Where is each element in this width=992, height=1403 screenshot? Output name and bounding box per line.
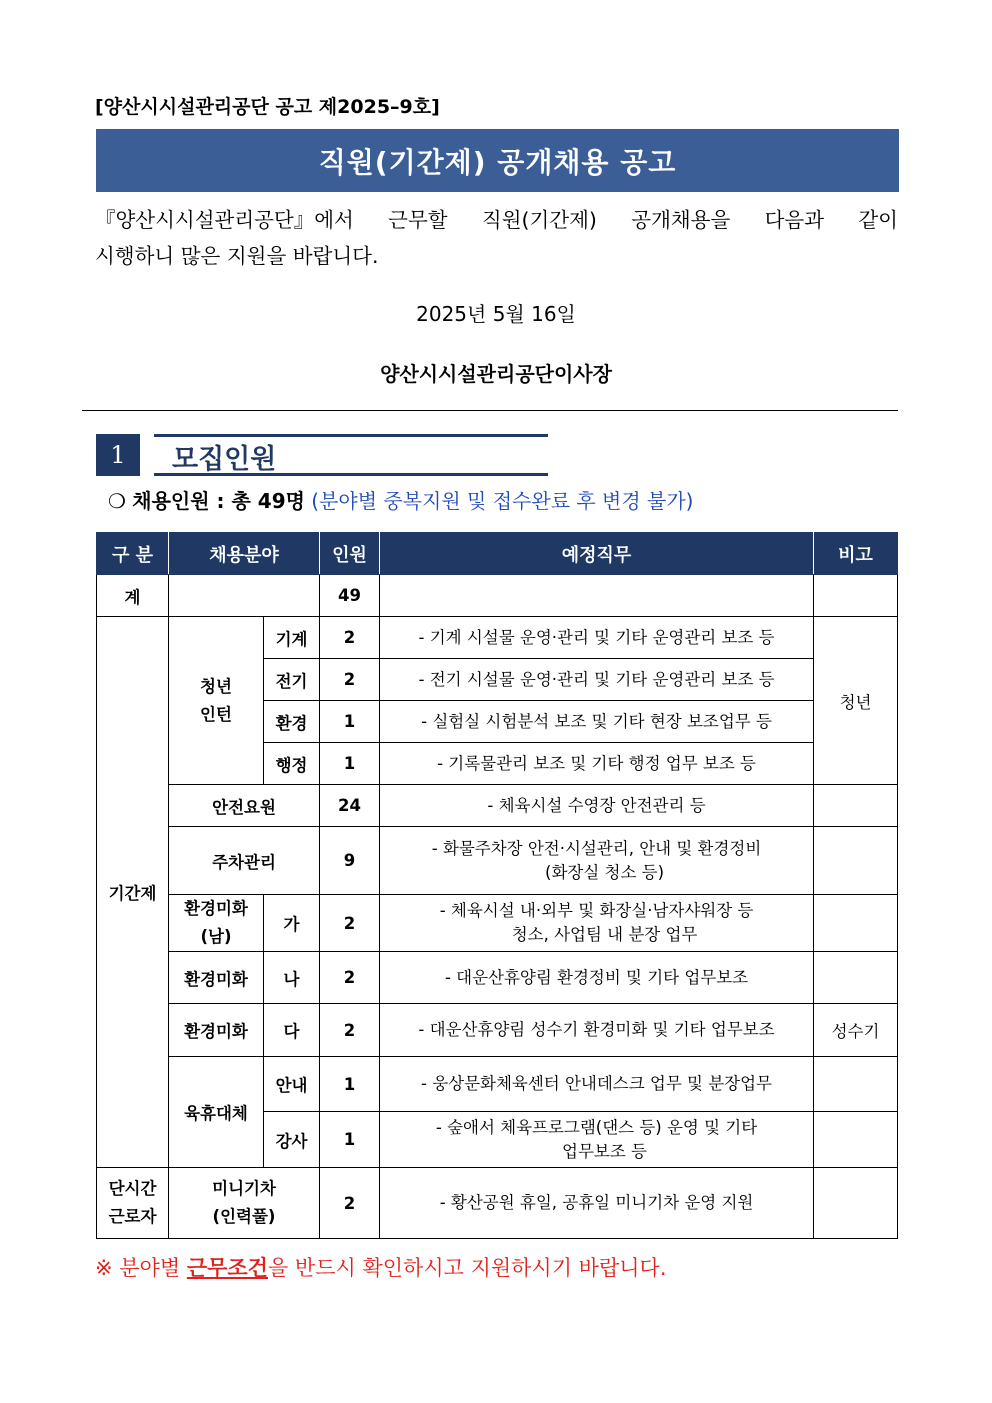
- count-cell: 2: [320, 952, 380, 1004]
- count-cell: 2: [320, 1004, 380, 1057]
- empty-cell: [169, 575, 320, 617]
- duty-cell: - 기계 시설물 운영·관리 및 기타 운영관리 보조 등: [380, 617, 814, 659]
- duty-cell: - 기록물관리 보조 및 기타 행정 업무 보조 등: [380, 743, 814, 785]
- table-row: [97, 827, 898, 895]
- duty-line: - 화물주차장 안전·시설관리, 안내 및 환경정비: [431, 838, 762, 858]
- duty-line: 청소, 사업팀 내 분장 업무: [511, 925, 698, 944]
- duty-cell: - 대운산휴양림 환경정비 및 기타 업무보조: [380, 952, 814, 1004]
- section-number: 1: [96, 434, 140, 476]
- empty-cell: [814, 1112, 898, 1168]
- table-row: [97, 785, 898, 827]
- duty-line: - 체육시설 내·외부 및 화장실·남자샤워장 등: [439, 901, 754, 920]
- field-name: 기계: [264, 617, 320, 659]
- category-short-time: 단시간 근로자: [97, 1168, 169, 1239]
- empty-cell: [814, 895, 898, 952]
- field-name: 미니기차 (인력풀): [169, 1168, 320, 1239]
- field-name: 안전요원: [169, 785, 320, 827]
- footnote-prefix: ※ 분야별: [95, 1256, 187, 1280]
- duty-cell: - 대운산휴양림 성수기 환경미화 및 기타 업무보조: [380, 1004, 814, 1057]
- count-cell: 2: [320, 659, 380, 701]
- sub-field: 나: [264, 952, 320, 1004]
- sub-field: 강사: [264, 1112, 320, 1168]
- count-cell: 1: [320, 743, 380, 785]
- duty-cell: - 황산공원 휴일, 공휴일 미니기차 운영 지원: [380, 1168, 814, 1239]
- empty-cell: [814, 1168, 898, 1239]
- title-banner: 직원(기간제) 공개채용 공고: [96, 129, 899, 192]
- table-row: [97, 617, 898, 659]
- header-category: 구 분: [97, 533, 169, 575]
- intro-word: 근무할: [388, 208, 448, 232]
- duty-cell: - 웅상문화체육센터 안내데스크 업무 및 분장업무: [380, 1057, 814, 1112]
- duty-line: (화장실 청소 등): [545, 862, 665, 882]
- duty-cell: - 실험실 시험분석 보조 및 기타 현장 보조업무 등: [380, 701, 814, 743]
- remark-youth: 청년: [814, 617, 898, 785]
- summary-note: (분야별 중복지원 및 접수완료 후 변경 불가): [311, 489, 694, 513]
- count-cell: 9: [320, 827, 380, 895]
- count-cell: 24: [320, 785, 380, 827]
- intro-word: 『양산시시설관리공단』에서: [95, 208, 354, 232]
- intro-paragraph: [95, 202, 898, 274]
- field-name: 환경미화 (남): [169, 895, 264, 952]
- header-field: 채용분야: [169, 533, 320, 575]
- field-name: 환경미화: [169, 952, 264, 1004]
- summary-label: 채용인원 : 총 49명: [132, 489, 305, 513]
- count-cell: 2: [320, 895, 380, 952]
- divider: [82, 410, 898, 411]
- footnote-suffix: 을 반드시 확인하시고 지원하시기 바랍니다.: [267, 1256, 667, 1280]
- field-name: 주차관리: [169, 827, 320, 895]
- table-row: [97, 1057, 898, 1112]
- announcement-date: 2025년 5월 16일: [416, 302, 576, 326]
- duty-cell: - 전기 시설물 운영·관리 및 기타 운영관리 보조 등: [380, 659, 814, 701]
- intro-word: 직원(기간제): [481, 208, 597, 232]
- table-row: [97, 895, 898, 952]
- recruit-summary: [108, 485, 694, 514]
- category-contract: 기간제: [97, 617, 169, 1168]
- header-remark: 비고: [814, 533, 898, 575]
- empty-cell: [814, 575, 898, 617]
- empty-cell: [380, 575, 814, 617]
- duty-line: 업무보조 등: [562, 1141, 647, 1161]
- field-name: 환경미화: [169, 1004, 264, 1057]
- count-cell: 1: [320, 701, 380, 743]
- field-name: 행정: [264, 743, 320, 785]
- field-name: 육휴대체: [169, 1057, 264, 1168]
- header-count: 인원: [320, 533, 380, 575]
- table-header-row: [97, 533, 898, 575]
- bullet-icon: ❍: [108, 489, 126, 513]
- field-name: 환경: [264, 701, 320, 743]
- youth-intern-label: 청년 인턴: [169, 617, 264, 785]
- notice-number: [양산시시설관리공단 공고 제2025–9호]: [95, 96, 440, 118]
- table-row: [97, 1004, 898, 1057]
- remark-cell: 성수기: [814, 1004, 898, 1057]
- footnote-emphasis: 근무조건: [186, 1256, 268, 1280]
- sub-field: 안내: [264, 1057, 320, 1112]
- total-count: 49: [320, 575, 380, 617]
- sub-field: 다: [264, 1004, 320, 1057]
- empty-cell: [814, 827, 898, 895]
- empty-cell: [814, 785, 898, 827]
- duty-cell: [380, 827, 814, 895]
- issuer: 양산시시설관리공단이사장: [380, 362, 612, 386]
- intro-word: 같이: [858, 208, 898, 232]
- footnote: [95, 1252, 667, 1282]
- count-cell: 1: [320, 1112, 380, 1168]
- intro-word: 공개채용을: [631, 208, 731, 232]
- table-row-total: [97, 575, 898, 617]
- duty-line: - 숲애서 체육프로그램(댄스 등) 운영 및 기타: [435, 1117, 758, 1137]
- total-label: 계: [97, 575, 169, 617]
- sub-field: 가: [264, 895, 320, 952]
- recruit-table: [96, 532, 898, 1239]
- count-cell: 2: [320, 617, 380, 659]
- table-row: [97, 1168, 898, 1239]
- empty-cell: [814, 952, 898, 1004]
- count-cell: 1: [320, 1057, 380, 1112]
- duty-cell: [380, 1112, 814, 1168]
- table-row: [97, 952, 898, 1004]
- duty-cell: [380, 895, 814, 952]
- empty-cell: [814, 1057, 898, 1112]
- intro-line-2: 시행하니 많은 지원을 바랍니다.: [95, 244, 379, 268]
- section-title: 모집인원: [172, 444, 277, 475]
- intro-line-1: [95, 202, 898, 238]
- header-duty: 예정직무: [380, 533, 814, 575]
- duty-cell: - 체육시설 수영장 안전관리 등: [380, 785, 814, 827]
- intro-word: 다음과: [764, 208, 825, 232]
- count-cell: 2: [320, 1168, 380, 1239]
- field-name: 전기: [264, 659, 320, 701]
